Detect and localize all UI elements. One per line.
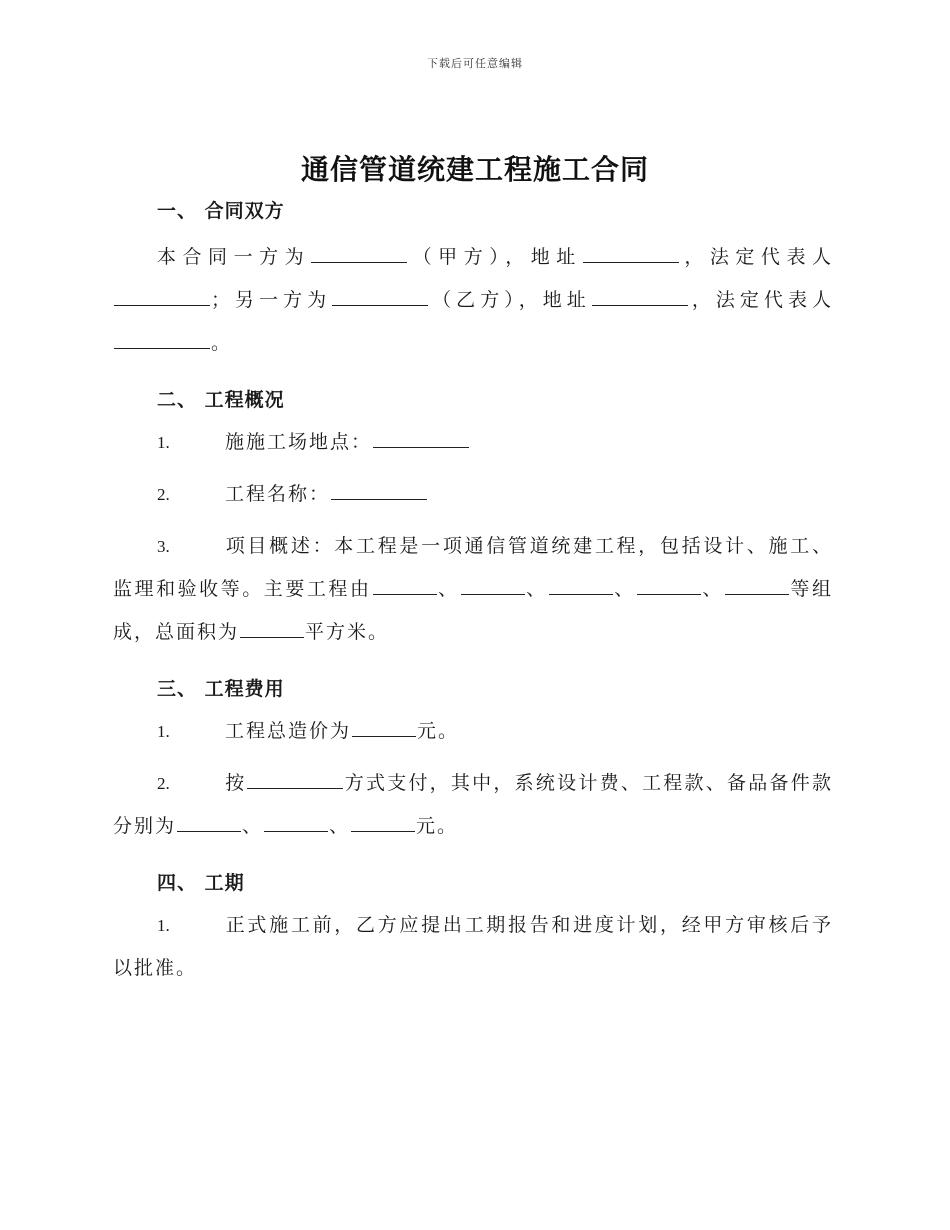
- overview-item-3: [113, 525, 833, 654]
- item-number: 1.: [157, 916, 170, 935]
- item-number: 3.: [157, 537, 170, 556]
- blank-party-a[interactable]: [311, 261, 407, 263]
- blank-component-5[interactable]: [725, 593, 789, 595]
- parties-text-4: ；另一方为: [211, 289, 332, 311]
- parties-text-3: ，法定代表人: [679, 246, 833, 268]
- blank-spare-parts-fee[interactable]: [351, 830, 415, 832]
- blank-component-2[interactable]: [461, 593, 525, 595]
- cost-item-2: [113, 762, 833, 848]
- item-text-b: 方式支付，其中，系统设计费、工程款、备品备件款分别为: [113, 772, 833, 837]
- item-number: 2.: [157, 485, 170, 504]
- section-heading-parties: 一、 合同双方: [157, 200, 285, 222]
- item-text-b: 等组成，总面积为: [113, 578, 833, 643]
- document-title: 通信管道统建工程施工合同: [300, 153, 649, 186]
- item-number: 2.: [157, 774, 170, 793]
- section-heading-schedule: 四、 工期: [157, 872, 245, 894]
- blank-rep-a[interactable]: [114, 304, 210, 306]
- parties-paragraph: [113, 236, 833, 365]
- blank-project-name[interactable]: [331, 498, 427, 500]
- parties-text-7: 。: [211, 332, 233, 354]
- item-text-a: 项目概述：本工程是一项通信管道统建工程，包括设计、施工、监理和验收等。主要工程由: [113, 535, 833, 600]
- separator: 、: [242, 815, 264, 837]
- section-heading-cost: 三、 工程费用: [157, 678, 285, 700]
- separator: 、: [437, 578, 460, 600]
- separator: 、: [701, 578, 724, 600]
- item-text-c: 元。: [416, 815, 459, 837]
- item-text-b: 元。: [417, 720, 460, 742]
- separator: 、: [613, 578, 636, 600]
- item-number: 1.: [157, 722, 170, 741]
- item-text: 正式施工前，乙方应提出工期报告和进度计划，经甲方审核后予以批准。: [113, 914, 833, 979]
- section-heading-overview: 二、 工程概况: [157, 389, 285, 411]
- separator: 、: [525, 578, 548, 600]
- parties-text-1: 本合同一方为: [157, 246, 311, 268]
- item-text-a: 按: [225, 772, 247, 794]
- parties-text-6: ，法定代表人: [688, 289, 833, 311]
- blank-design-fee[interactable]: [177, 830, 241, 832]
- blank-project-fee[interactable]: [264, 830, 328, 832]
- separator: 、: [329, 815, 351, 837]
- blank-total-area[interactable]: [240, 636, 304, 638]
- item-text-a: 工程总造价为: [225, 720, 352, 742]
- blank-address-a[interactable]: [583, 261, 679, 263]
- blank-address-b[interactable]: [592, 304, 688, 306]
- blank-party-b[interactable]: [332, 304, 428, 306]
- parties-text-5: （乙方），地址: [429, 289, 591, 311]
- blank-component-3[interactable]: [549, 593, 613, 595]
- item-text: 工程名称：: [225, 483, 331, 505]
- item-text: 施施工场地点：: [225, 431, 373, 453]
- blank-total-cost[interactable]: [352, 735, 416, 737]
- item-text-c: 平方米。: [305, 621, 390, 643]
- overview-item-1: [113, 421, 833, 464]
- parties-text-2: （甲方），地址: [408, 246, 582, 268]
- blank-rep-b[interactable]: [114, 347, 210, 349]
- overview-item-2: [113, 473, 833, 516]
- blank-component-1[interactable]: [373, 593, 437, 595]
- blank-site-location[interactable]: [373, 446, 469, 448]
- schedule-item-1: [113, 904, 833, 990]
- blank-payment-method[interactable]: [247, 787, 343, 789]
- item-number: 1.: [157, 433, 170, 452]
- blank-component-4[interactable]: [637, 593, 701, 595]
- document-body: [113, 190, 833, 990]
- cost-item-1: [113, 710, 833, 753]
- header-note: 下载后可任意编辑: [427, 57, 523, 70]
